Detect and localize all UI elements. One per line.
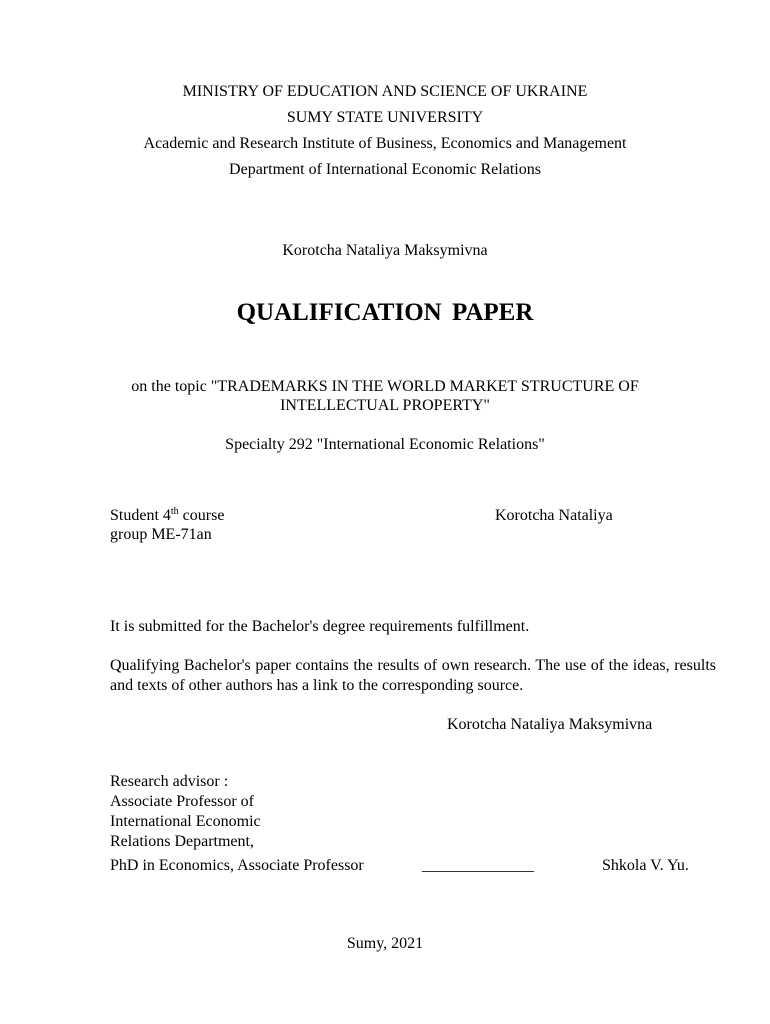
submission-statement: It is submitted for the Bachelor's degree requirements fulfillment. xyxy=(110,618,530,635)
student-short-name: Korotcha Nataliya xyxy=(495,507,613,524)
advisor-title-line-2: International Economic xyxy=(110,813,261,830)
document-title: QUALIFICATION PAPER xyxy=(236,299,534,326)
advisor-title-line-3: Relations Department, xyxy=(110,833,254,850)
originality-declaration: Qualifying Bachelor's paper contains the results of own research. The use of the ideas, results and texts of other authors has a link to the corresponding source. xyxy=(110,657,716,694)
student-course-label: Student 4 xyxy=(110,507,171,524)
institute-heading: Academic and Research Institute of Business, Economics and Management xyxy=(143,135,627,152)
specialty-line: Specialty 292 "International Economic Relations" xyxy=(225,436,545,453)
department-heading: Department of International Economic Relations xyxy=(229,161,541,178)
place-and-year: Sumy, 2021 xyxy=(346,935,424,952)
course-ordinal-superscript: th xyxy=(170,506,179,517)
advisor-signature-line: ______________ xyxy=(422,857,534,874)
declaration-signature-name: Korotcha Nataliya Maksymivna xyxy=(447,716,653,733)
student-course xyxy=(110,506,224,526)
advisor-degree: PhD in Economics, Associate Professor xyxy=(110,857,364,874)
advisor-title-line-1: Associate Professor of xyxy=(110,793,254,810)
student-group: group ME-71an xyxy=(110,526,212,543)
advisor-label: Research advisor : xyxy=(110,773,229,790)
author-name: Korotcha Nataliya Maksymivna xyxy=(282,242,488,259)
ministry-heading: MINISTRY OF EDUCATION AND SCIENCE OF UKRAINE xyxy=(182,83,588,100)
student-course-suffix: course xyxy=(178,507,225,524)
university-heading: SUMY STATE UNIVERSITY xyxy=(286,109,484,126)
advisor-name: Shkola V. Yu. xyxy=(602,857,689,874)
topic-line-2: INTELLECTUAL PROPERTY" xyxy=(280,397,490,414)
topic-line-1: on the topic "TRADEMARKS IN THE WORLD MARKET STRUCTURE OF xyxy=(131,378,639,395)
